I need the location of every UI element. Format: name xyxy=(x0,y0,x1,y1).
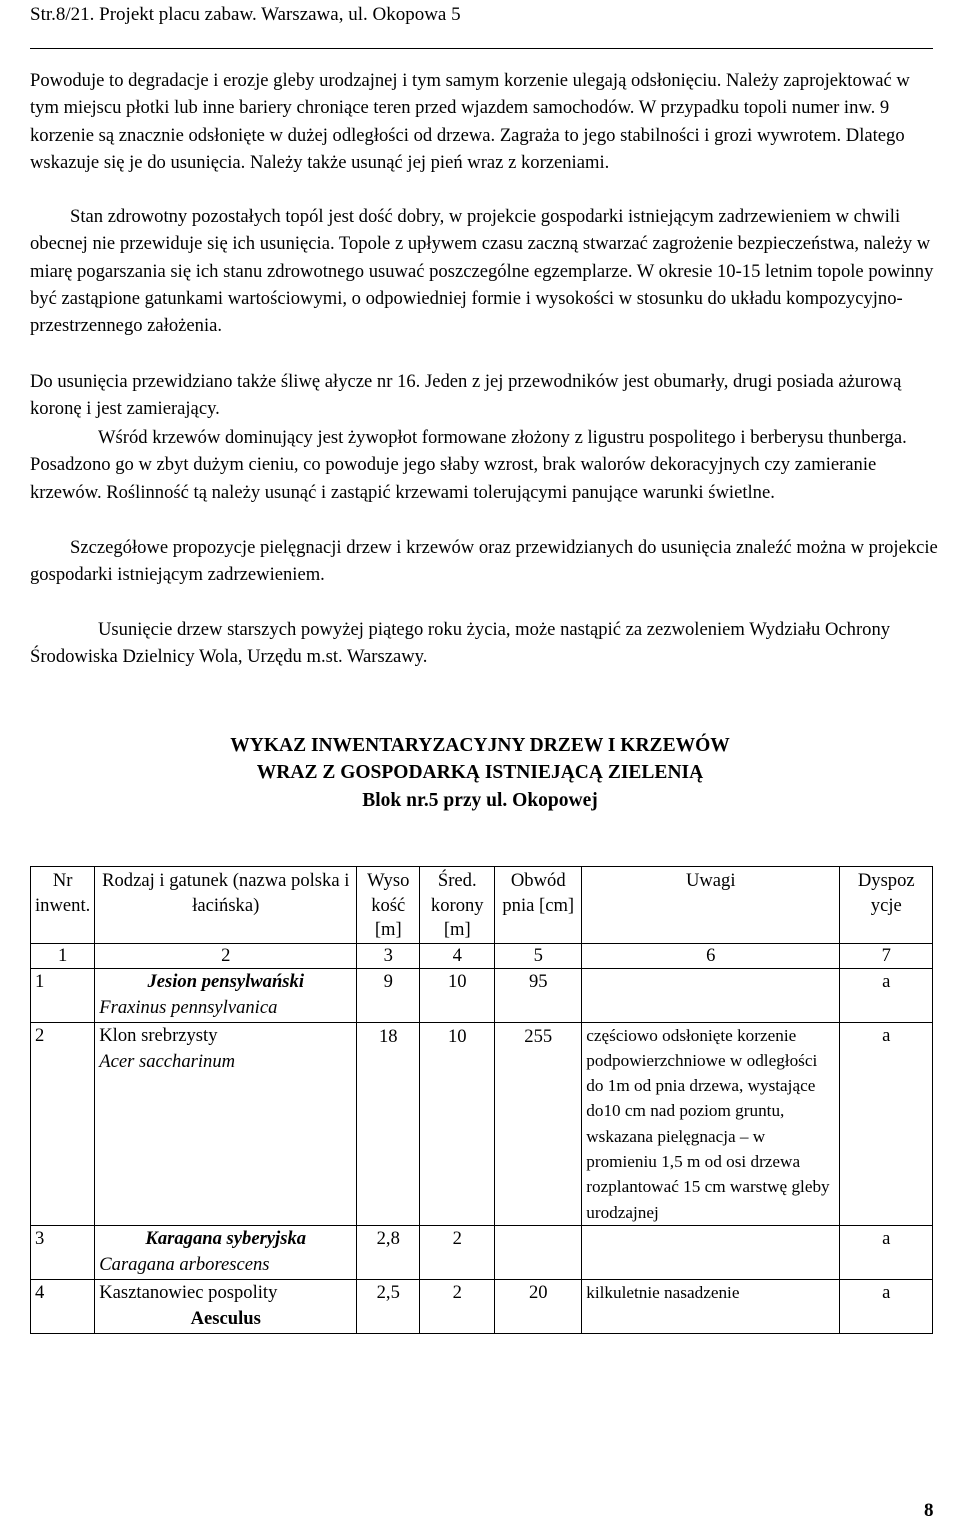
remarks-cell xyxy=(582,1225,840,1279)
girth-cell: 95 xyxy=(495,968,582,1022)
table-row xyxy=(31,1022,933,1225)
header-rule xyxy=(30,48,933,49)
column-number-row xyxy=(31,943,933,968)
inventory-table xyxy=(30,866,933,1334)
paragraph-6: Usunięcie drzew starszych powyżej piątego roku życia, może nastąpić za zezwoleniem Wydziału Ochrony Środowiska Dzielnicy Wola, Urzędu m.st. Warszawy. xyxy=(30,619,891,668)
species-polish-name: Karagana syberyjska xyxy=(145,1227,307,1249)
paragraph-2: Stan zdrowotny pozostałych topól jest dość dobry, w projekcie gospodarki istniejącym zadrzewieniem w chwili obecnej nie przewiduje się ich usunięcia. Topole z upływem czasu zaczną stwarzać zagrożenie bezpieczeństwa, należy w miarę pogarszania się ich stanu zdrowotnego usuwać poszczególne egzemplarze. W okresie 10-15 letnim topole powinny być zastąpione gatunkami wartościowymi, o odpowiedniej formie i wysokości w stosunku do układu kompozycyjno-przestrzennego założenia. xyxy=(30,206,934,337)
row-nr: 2 xyxy=(31,1022,95,1225)
species-latin-name: Aesculus xyxy=(190,1308,261,1330)
row-nr: 3 xyxy=(31,1225,95,1279)
table-row xyxy=(31,968,933,1022)
crown-cell: 2 xyxy=(420,1225,495,1279)
header-species: Rodzaj i gatunek (nazwa polska i łacińska) xyxy=(95,867,357,944)
remarks-cell xyxy=(582,968,840,1022)
title-line-1: WYKAZ INWENTARYZACYJNY DRZEW I KRZEWÓW xyxy=(230,735,730,756)
species-polish-name: Kasztanowiec pospolity xyxy=(99,1281,278,1303)
height-cell: 2,8 xyxy=(357,1225,420,1279)
column-number: 4 xyxy=(420,943,495,968)
girth-cell xyxy=(495,1225,582,1279)
column-number: 7 xyxy=(840,943,933,968)
species-cell xyxy=(95,1225,357,1279)
header-nr: Nr inwent. xyxy=(31,867,95,944)
title-line-3: Blok nr.5 przy ul. Okopowej xyxy=(362,790,598,811)
header-height: Wyso kość [m] xyxy=(357,867,420,944)
column-number: 3 xyxy=(357,943,420,968)
column-number: 2 xyxy=(95,943,357,968)
header-crown: Śred. korony [m] xyxy=(420,867,495,944)
page-header: Str.8/21. Projekt placu zabaw. Warszawa, ul. Okopowa 5 xyxy=(30,4,461,25)
table-row xyxy=(31,1279,933,1333)
column-number: 1 xyxy=(31,943,95,968)
disposition-cell: a xyxy=(840,1279,933,1333)
height-cell: 2,5 xyxy=(357,1279,420,1333)
species-latin-name: Caragana arborescens xyxy=(99,1254,270,1276)
header-disposition: Dyspoz ycje xyxy=(840,867,933,944)
species-cell xyxy=(95,1022,357,1225)
header-girth: Obwód pnia [cm] xyxy=(495,867,582,944)
remarks-cell: częściowo odsłonięte korzenie podpowierzchniowe w odległości do 1m od pnia drzewa, wystające do10 cm nad poziom gruntu, wskazana pielęgnacja – w promieniu 1,5 m od osi drzewa rozplantować 15 cm warstwę gleby urodzajnej xyxy=(582,1022,840,1225)
species-polish-name: Klon srebrzysty xyxy=(99,1024,218,1046)
crown-cell: 10 xyxy=(420,1022,495,1225)
page-number: 8 xyxy=(924,1500,934,1521)
species-cell xyxy=(95,968,357,1022)
row-nr: 4 xyxy=(31,1279,95,1333)
crown-cell: 2 xyxy=(420,1279,495,1333)
remarks-cell: kilkuletnie nasadzenie xyxy=(582,1279,840,1333)
paragraph-5: Szczegółowe propozycje pielęgnacji drzew i krzewów oraz przewidzianych do usunięcia znaleźć można w projekcie gospodarki istniejącym zadrzewieniem. xyxy=(30,537,938,586)
girth-cell: 255 xyxy=(495,1022,582,1225)
header-remarks: Uwagi xyxy=(582,867,840,944)
table-header-row xyxy=(31,867,933,944)
table-row xyxy=(31,1225,933,1279)
species-latin-name: Fraxinus pennsylvanica xyxy=(99,997,278,1018)
column-number: 5 xyxy=(495,943,582,968)
paragraph-3: Do usunięcia przewidziano także śliwę ałycze nr 16. Jeden z jej przewodników jest obumarły, drugi posiada ażurową koronę i jest zamierający. xyxy=(30,371,902,420)
column-number: 6 xyxy=(582,943,840,968)
girth-cell: 20 xyxy=(495,1279,582,1333)
species-cell xyxy=(95,1279,357,1333)
paragraph-4: Wśród krzewów dominujący jest żywopłot formowane złożony z ligustru pospolitego i berberysu thunberga. Posadzono go w zbyt dużym cieniu, co powoduje jego słaby wzrost, brak walorów dekoracyjnych czy zamieranie krzewów. Roślinność tą należy usunąć i zastąpić krzewami tolerującymi panujące warunki świetlne. xyxy=(30,427,907,503)
species-polish-name: Jesion pensylwański xyxy=(147,970,305,992)
disposition-cell: a xyxy=(840,1022,933,1225)
height-cell: 18 xyxy=(357,1022,420,1225)
title-line-2: WRAZ Z GOSPODARKĄ ISTNIEJĄCĄ ZIELENIĄ xyxy=(256,762,704,783)
disposition-cell: a xyxy=(840,968,933,1022)
paragraph-1: Powoduje to degradacje i erozje gleby urodzajnej i tym samym korzenie ulegają odsłonięciu. Należy zaprojektować w tym miejscu płotki lub inne bariery chroniące teren przed wjazdem samochodów. W przypadku topoli numer inw. 9 korzenie są znacznie odsłonięte w dużej odległości od drzewa. Zagraża to jego stabilności i grozi wywrotem. Dlatego wskazuje się je do usunięcia. Należy także usunąć jej pień wraz z korzeniami. xyxy=(30,70,910,173)
disposition-cell: a xyxy=(840,1225,933,1279)
height-cell: 9 xyxy=(357,968,420,1022)
row-nr: 1 xyxy=(31,968,95,1022)
species-latin-name: Acer saccharinum xyxy=(99,1051,236,1072)
crown-cell: 10 xyxy=(420,968,495,1022)
